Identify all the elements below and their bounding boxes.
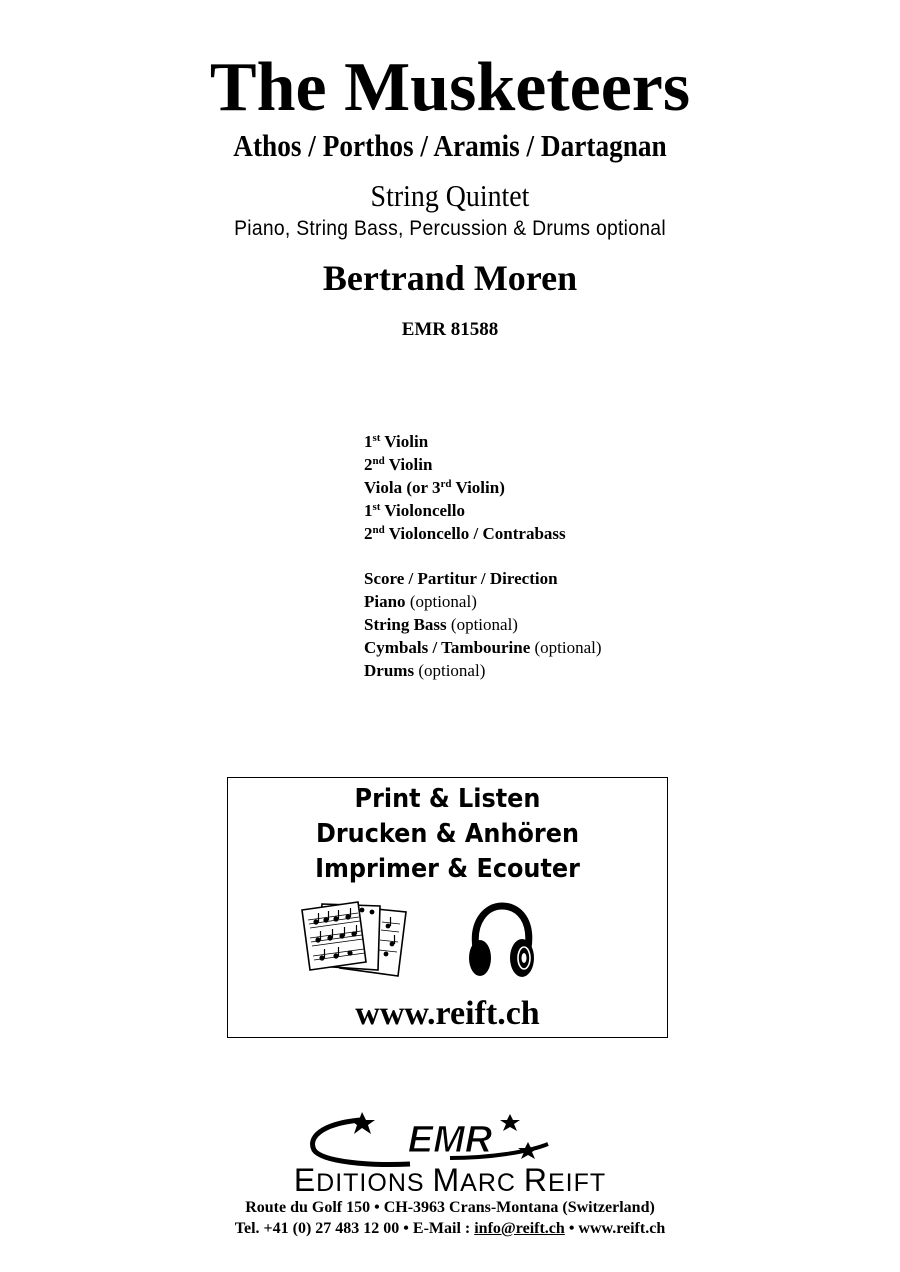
part-item: 2nd Violin <box>364 455 433 474</box>
promo-website[interactable]: www.reift.ch <box>355 995 540 1032</box>
part-item: 1st Violin <box>364 432 429 451</box>
catalog-number: EMR 81588 <box>401 319 499 340</box>
part-item: 1st Violoncello <box>364 501 465 520</box>
part-item: 2nd Violoncello / Contrabass <box>364 524 566 543</box>
emr-logo-text: EMR <box>407 1119 493 1161</box>
part-item: Viola (or 3rd Violin) <box>364 478 505 497</box>
sheet-music-icon <box>300 900 412 978</box>
promo-line-english: Print & Listen <box>354 784 541 814</box>
publisher-address: Route du Golf 150 • CH-3963 Crans-Montana (Switzerland) <box>245 1199 655 1216</box>
part-item: Score / Partitur / Direction <box>364 569 558 588</box>
promo-line-french: Imprimer & Ecouter <box>315 854 580 884</box>
part-item: Piano (optional) <box>364 592 477 611</box>
subtitle: Athos / Porthos / Aramis / Dartagnan <box>233 128 667 163</box>
page-title: The Musketeers <box>209 49 691 126</box>
string-parts-list <box>364 430 566 545</box>
promo-line-german: Drucken & Anhören <box>316 819 579 849</box>
optional-instruments: Piano, String Bass, Percussion & Drums optional <box>234 217 666 240</box>
print-listen-box <box>227 777 668 1038</box>
publisher-name: EDITIONS MARC REIFT <box>293 1162 607 1198</box>
emr-logo <box>300 1108 600 1168</box>
composer: Bertrand Moren <box>322 258 578 298</box>
ensemble: String Quintet <box>370 178 530 213</box>
email-link[interactable]: info@reift.ch <box>474 1220 565 1237</box>
part-item: Drums (optional) <box>364 661 486 680</box>
part-item: Cymbals / Tambourine (optional) <box>364 638 602 657</box>
publisher-contact: Tel. +41 (0) 27 483 12 00 • E-Mail : info@reift.ch • www.reift.ch <box>234 1220 666 1237</box>
headphones-icon <box>466 902 536 978</box>
extra-parts-list <box>364 567 602 682</box>
website-link[interactable]: • www.reift.ch <box>564 1220 666 1237</box>
part-item: String Bass (optional) <box>364 615 518 634</box>
